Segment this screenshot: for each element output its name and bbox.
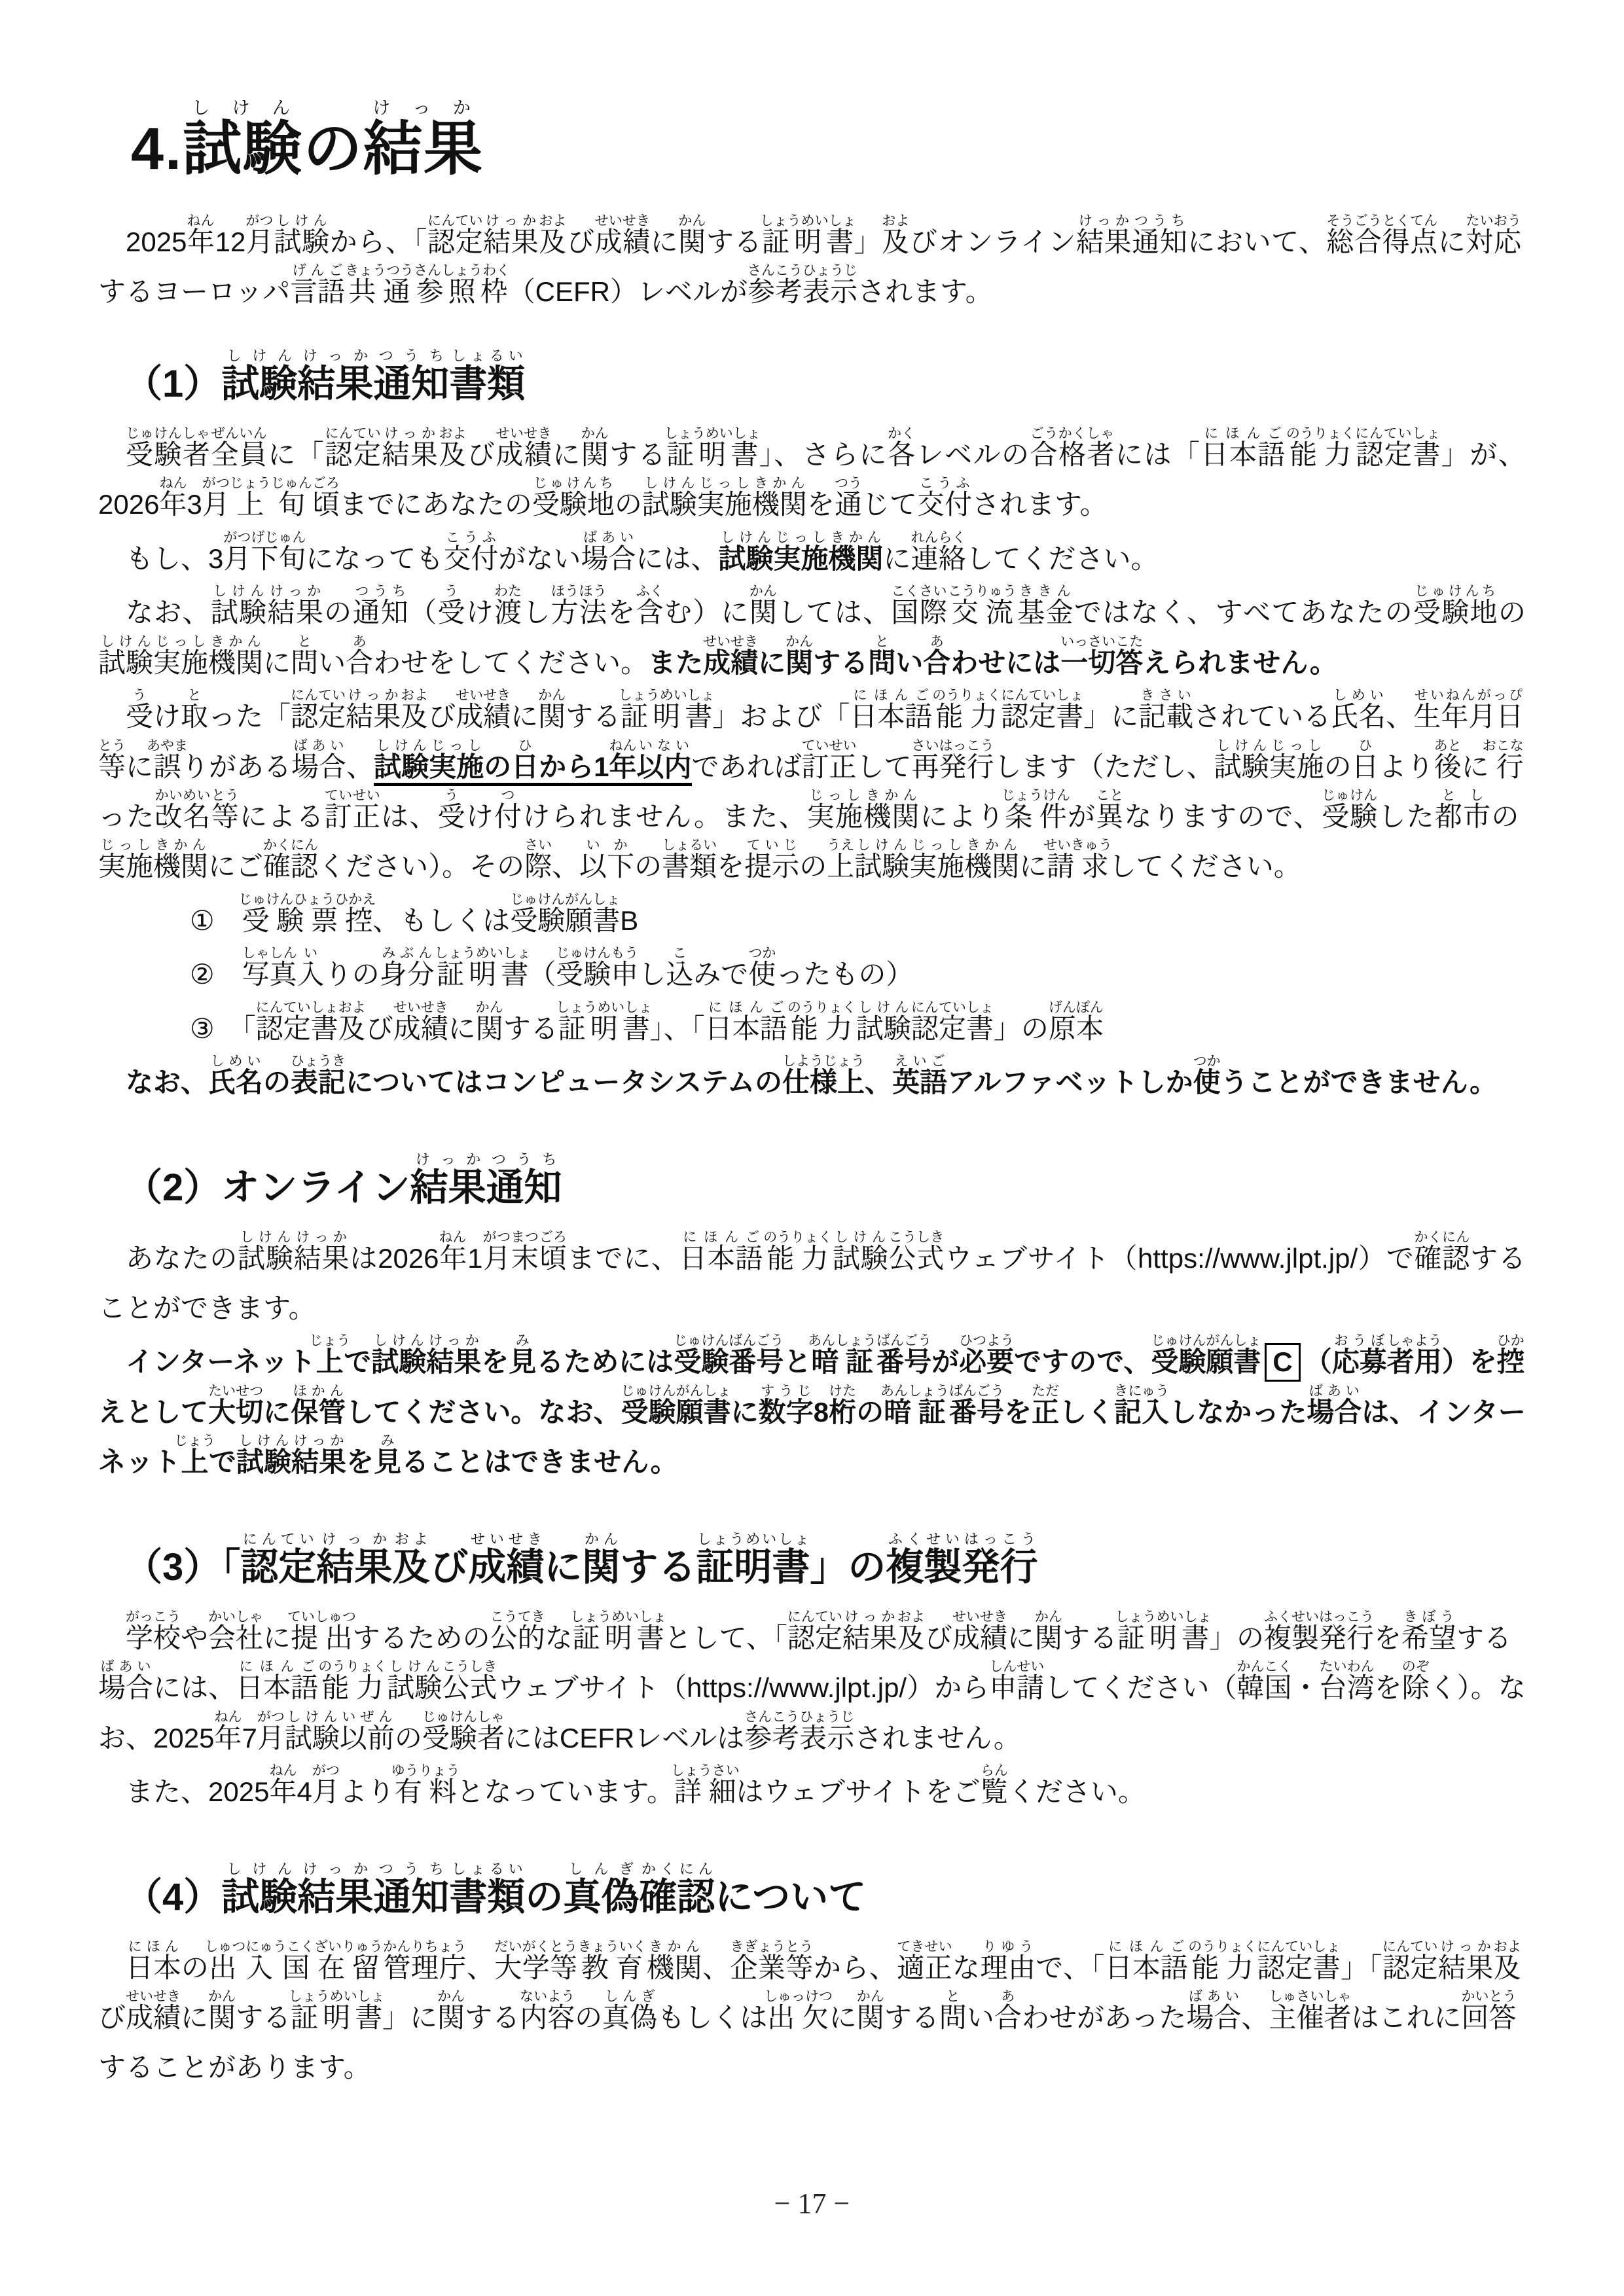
section-3-heading: （3）「認定にんてい結果けっか及および成績せいせきに関かんする証明書しょうめいしょ」の複製ふくせい発行はっこう bbox=[124, 1530, 1038, 1588]
section-certificate-reissue bbox=[98, 1531, 1526, 1818]
list-item-2: ② 写真しゃしん入いりの身分みぶん証明書しょうめいしょ（受験じゅけん申もうし込こみで使つかったもの） bbox=[190, 946, 914, 990]
section-2-heading: （2）オンライン結果けっか通知つうち bbox=[124, 1151, 562, 1209]
section-2-paragraph-1: あなたの試験しけん結果けっかは2026年ねん1月末がつまつ頃ごろまでに、日本語にほんご能力のうりょく試験しけん公式こうしきウェブサイト（https://www.jlpt.jp/）で確認かくにんすることができます。 bbox=[98, 1229, 1526, 1323]
section-1-paragraph-3: なお、試験しけん結果けっかの通知つうち（受うけ渡わたし方法ほうほうを含ふくむ）に関かんしては、国際こくさい交流こうりゅう基金ききんではなく、すべてあなたの受験地じゅけんちの試験しけん実施じっし機関きかんに問とい合あわせをしてください。また成績せいせきに関かんする問とい合あわせには一切いっさい答こたえられません。 bbox=[98, 584, 1526, 678]
section-1-paragraph-4: 受うけ取とった「認定にんてい結果けっか及および成績せいせきに関かんする証明書しょうめいしょ」および「日本語にほんご能力のうりょく認定書にんていしょ」に記載きさいされている氏名しめい、生年月日せいねんがっぴ等とうに誤あやまりがある場合ばあい、試験しけん実施じっしの日ひから1年ねん以内いないであれば訂正ていせいして再発行さいはっこうします（ただし、試験しけん実施じっしの日ひより後あとに行おこなった改名かいめい等とうによる訂正ていせいは、受うけ付つけられません。また、実施じっし機関きかんにより条件じょうけんが異ことなりますので、受験じゅけんした都市としの実施じっし機関きかんにご確認かくにんください）。その際さい、以下いかの書類しょるいを提示ていじの上うえ試験しけん実施じっし機関きかんに請求せいきゅうしてください。 bbox=[98, 688, 1524, 882]
section-4-paragraph-1: 日本にほんの出入国しゅつにゅうこく在留ざいりゅう管理庁かんりちょう、大学等だいがくとう教育きょういく機関きかん、企業等きぎょうとうから、適正てきせいな理由りゆうで、「日本語にほんご能力のうりょく認定書にんていしょ」「認定にんてい結果けっか及および成績せいせきに関かんする証明書しょうめいしょ」に関かんする内容ないようの真偽しんぎもしくは出欠しゅっけつに関かんする問とい合あわせがあった場合ばあい、主催者しゅさいしゃはこれに回答かいとうすることがあります。 bbox=[98, 1939, 1521, 2083]
section-2-paragraph-2: インターネット上じょうで試験しけん結果けっかを見みるためには受験じゅけん番号ばんごうと暗証あんしょう番号ばんごうが必要ひつようですので、受験じゅけん願書がんしょC （応募おうぼ者用しゃよう）を控ひかえとして大切たいせつに保管ほかんしてください。なお、受験じゅけん願書がんしょに数字すうじ8桁けたの暗証あんしょう番号ばんごうを正ただしく記入きにゅうしなかった場合ばあいは、インターネット上じょうで試験しけん結果けっかを見みることはできません。 bbox=[98, 1333, 1526, 1478]
section-authenticity-check bbox=[98, 1861, 1526, 2093]
list-item-1: ① 受験票控じゅけんひょうひかえ、もしくは受験じゅけん願書がんしょB bbox=[190, 891, 639, 936]
section-3-paragraph-1: 学校がっこうや会社かいしゃに提出ていしゅつするための公的こうてきな証明書しょうめいしょとして、「認定にんてい結果けっか及および成績せいせきに関かんする証明書しょうめいしょ」の複製ふくせい発行はっこうを希望きぼうする場合ばあいには、日本語にほんご能力のうりょく試験しけん公式こうしきウェブサイト（https://www.jlpt.jp/）から申請しんせいしてください（韓国かんこく・台湾たいわんを除のぞく）。なお、2025年ねん7月がつ試験しけん以前いぜんの受験者じゅけんしゃにはCEFRレベルは参考さんこう表示ひょうじされません。 bbox=[98, 1609, 1526, 1753]
section-1-paragraph-1: 受験者じゅけんしゃ全員ぜんいんに「認定にんてい結果けっか及および成績せいせきに関かんする証明書しょうめいしょ」、さらに各かくレベルの合格者ごうかくしゃには「日本語にほんご能力のうりょく認定書にんていしょ」が、2026年ねん3月がつ上旬じょうじゅん頃ごろまでにあなたの受験地じゅけんちの試験しけん実施じっし機関きかんを通つうじて交付こうふされます。 bbox=[98, 425, 1526, 520]
section-3-paragraph-2: また、2025年ねん4月がつより有料ゆうりょうとなっています。詳細しょうさいはウェブサイトをご覧らんください。 bbox=[126, 1763, 1146, 1808]
section-1-heading: （1）試験しけん結果けっか通知つうち書類しょるい bbox=[124, 347, 526, 405]
section-1-note: なお、氏名しめいの表記ひょうきについてはコンピュータシステムの仕様上しようじょう、英語えいごアルファベットしか使つかうことができません。 bbox=[126, 1054, 1498, 1098]
section-1-paragraph-2: もし、3月がつ下旬げじゅんになっても交付こうふがない場合ばあいには、試験しけん実施じっし機関きかんに連絡れんらくしてください。 bbox=[126, 529, 1159, 574]
intro-paragraph: 2025年ねん12月がつ試験しけんから、「認定にんてい結果けっか及および成績せいせきに関かんする証明書しょうめいしょ」及およびオンライン結果けっか通知つうちにおいて、総合そうごう得点とくてんに対応たいおうするヨーロッパ言語げんご共通きょうつう参照枠さんしょうわく（CEFR）レベルが参考さんこう表示ひょうじされます。 bbox=[98, 213, 1521, 308]
section-test-result-documents bbox=[98, 348, 1526, 1108]
page-title: 4.試験しけんの結果けっか bbox=[131, 98, 484, 182]
list-item-3: ③ 「認定書にんていしょ及および成績せいせきに関かんする証明書しょうめいしょ」、「日本語にほんご能力のうりょく試験しけん認定書にんていしょ」の原本げんぽん bbox=[190, 999, 1104, 1044]
section-online-results bbox=[98, 1151, 1526, 1488]
required-documents-list bbox=[190, 892, 1526, 1054]
section-4-heading: （4）試験しけん結果けっか通知つうち書類しょるいの真偽しんぎ確認かくにんについて bbox=[124, 1860, 867, 1918]
page-number: − 17 − bbox=[774, 2187, 850, 2219]
